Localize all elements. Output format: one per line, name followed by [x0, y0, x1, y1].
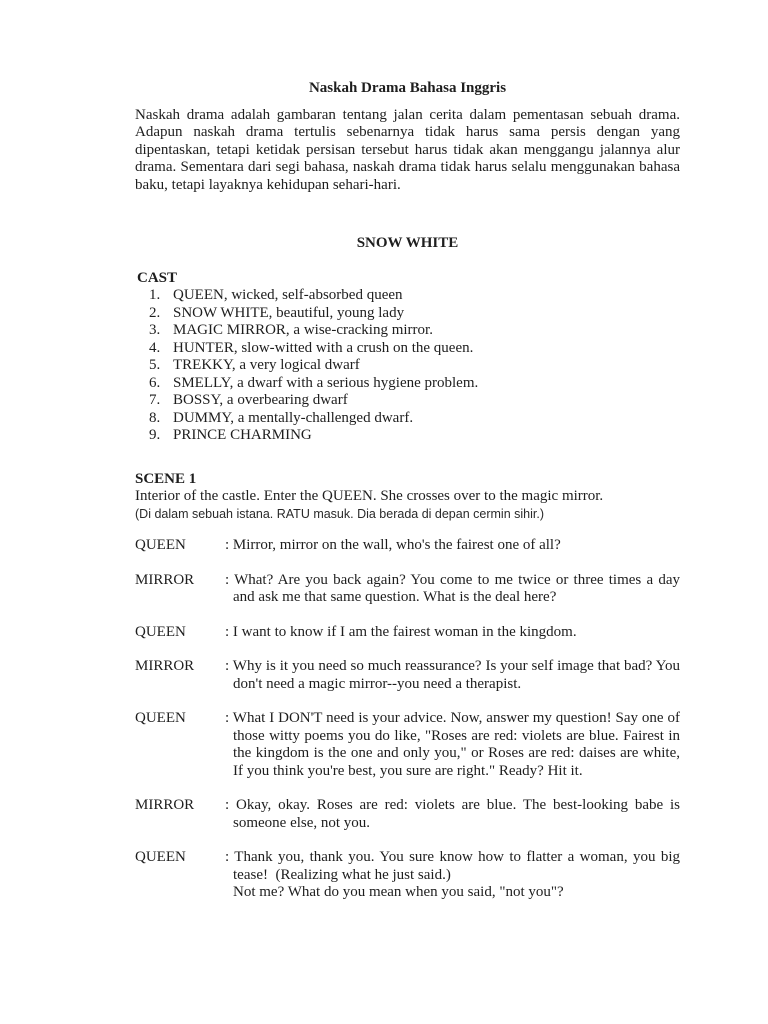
- cast-item-desc: HUNTER, slow-witted with a crush on the queen.: [173, 339, 474, 356]
- dialogue-body: [225, 797, 680, 832]
- dialogue-body: [225, 624, 680, 642]
- cast-item-desc: SNOW WHITE, beautiful, young lady: [173, 304, 405, 321]
- cast-item: [135, 357, 680, 375]
- cast-item-number: 6.: [149, 374, 161, 391]
- speaker-name: QUEEN: [135, 537, 186, 553]
- cast-item-number: 7.: [149, 392, 161, 408]
- scene-heading: SCENE 1: [135, 470, 197, 487]
- dialogue-text: : What I DON'T need is your advice. Now, answer my question! Say one of those witty poems you do like, "Roses are red: violets are blue. Fairest in the kingdom is the one and only you," or Roses are red: daises are white, If you think you're best, you sure are right." Ready? Hit it.: [225, 710, 680, 779]
- dialogue-block: [135, 797, 680, 832]
- dialogue-text: : What? Are you back again? You come to me twice or three times a day and ask me that same question. What is the deal here?: [225, 571, 680, 605]
- speaker-name: MIRROR: [135, 571, 195, 588]
- cast-list: [135, 287, 680, 445]
- speaker-name: QUEEN: [135, 710, 186, 726]
- dialogue-body: [225, 572, 680, 607]
- cast-item-number: 1.: [149, 287, 161, 303]
- cast-item-number: 5.: [149, 357, 161, 373]
- cast-item-desc: QUEEN, wicked, self-absorbed queen: [173, 287, 403, 303]
- dialogue-text: : Mirror, mirror on the wall, who's the fairest one of all?: [225, 537, 561, 553]
- cast-item: [135, 392, 680, 410]
- speaker-name: QUEEN: [135, 623, 186, 640]
- cast-item-number: 3.: [149, 322, 161, 338]
- dialogue-text: : Okay, okay. Roses are red: violets are blue. The best-looking babe is someone else, not you.: [225, 797, 680, 831]
- dialogue-text-continued: Not me? What do you mean when you said, "not you"?: [233, 884, 564, 900]
- dialogue-body: [225, 537, 680, 555]
- cast-item-number: 8.: [149, 409, 161, 426]
- dialogue-block: [135, 710, 680, 780]
- dialogue-block: [135, 658, 680, 693]
- intro-paragraph: Naskah drama adalah gambaran tentang jalan cerita dalam pementasan sebuah drama. Adapun naskah drama tertulis sebenarnya tidak harus sama persis dengan yang dipentaskan, tetapi ketidak persisan tersebut harus tidak akan menggangu jalannya alur drama. Sementara dari segi bahasa, naskah drama tidak harus selalu menggunakan bahasa baku, tetapi layaknya kehidupan sehari-hari.: [135, 106, 680, 193]
- cast-item: [135, 322, 680, 340]
- cast-item-number: 9.: [149, 427, 161, 443]
- cast-item: [135, 375, 680, 393]
- cast-item: [135, 427, 680, 445]
- dialogue-body: [225, 658, 680, 693]
- cast-item: [135, 410, 680, 428]
- cast-item: [135, 305, 680, 323]
- dialogue-text: : Thank you, thank you. You sure know how to flatter a woman, you big tease! (Realizing what he just said.): [225, 849, 680, 883]
- dialogue-text: : Why is it you need so much reassurance? Is your self image that bad? You don't need a magic mirror--you need a therapist.: [225, 658, 680, 692]
- dialogue-body: [225, 849, 680, 902]
- cast-item-number: 2.: [149, 304, 161, 321]
- cast-item: [135, 287, 680, 305]
- dialogue-text: : I want to know if I am the fairest woman in the kingdom.: [225, 623, 577, 640]
- speaker-name: QUEEN: [135, 849, 186, 865]
- stage-direction-id: (Di dalam sebuah istana. RATU masuk. Dia berada di depan cermin sihir.): [135, 506, 544, 521]
- dialogue-block: [135, 849, 680, 902]
- dialogue-block: [135, 572, 680, 607]
- speaker-name: MIRROR: [135, 658, 195, 674]
- cast-item-desc: TREKKY, a very logical dwarf: [173, 357, 360, 373]
- cast-heading: CAST: [137, 269, 178, 286]
- cast-item-desc: BOSSY, a overbearing dwarf: [173, 392, 348, 408]
- dialogue-body: [225, 710, 680, 780]
- cast-item-desc: SMELLY, a dwarf with a serious hygiene problem.: [173, 374, 479, 391]
- dialogue-block: [135, 624, 680, 642]
- cast-item-number: 4.: [149, 339, 161, 356]
- stage-direction-en: Interior of the castle. Enter the QUEEN. She crosses over to the magic mirror.: [135, 488, 604, 504]
- speaker-name: MIRROR: [135, 797, 195, 813]
- cast-item-desc: DUMMY, a mentally-challenged dwarf.: [173, 409, 414, 426]
- play-title: SNOW WHITE: [356, 235, 459, 251]
- dialogue-block: [135, 537, 680, 555]
- cast-item-desc: MAGIC MIRROR, a wise-cracking mirror.: [173, 322, 433, 338]
- document-title: Naskah Drama Bahasa Inggris: [308, 80, 507, 96]
- cast-item: [135, 340, 680, 358]
- cast-item-desc: PRINCE CHARMING: [173, 427, 312, 443]
